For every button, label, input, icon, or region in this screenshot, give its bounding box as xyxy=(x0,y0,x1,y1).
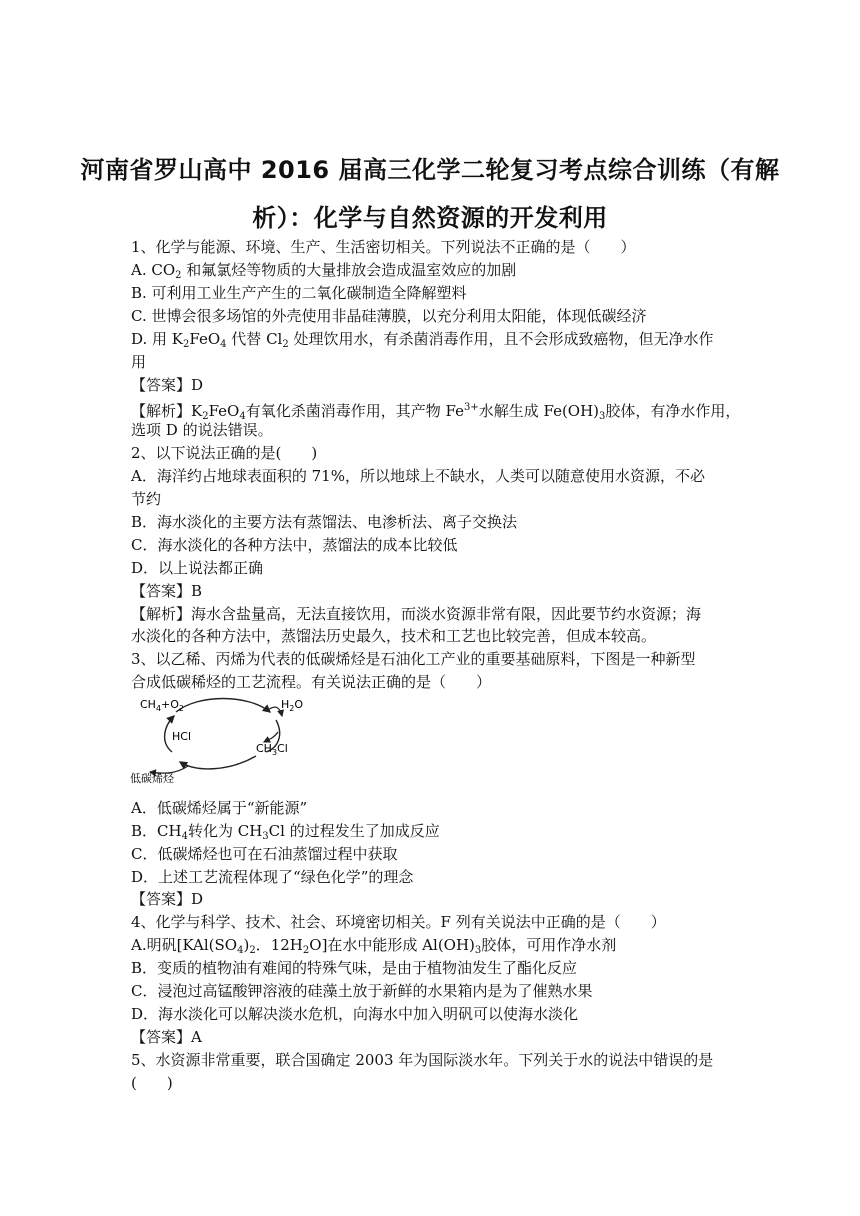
q3-option-a: A．低碳烯烃属于“新能源” xyxy=(131,799,308,817)
q3-stem: 3、以乙稀、丙烯为代表的低碳烯烃是石油化工产业的重要基础原料，下图是一种新型 xyxy=(131,650,696,668)
q5-stem-continued: ( ) xyxy=(131,1074,173,1092)
q2-explanation-continued: 水淡化的各种方法中，蒸馏法历史最久，技术和工艺也比较完善，但成本较高。 xyxy=(131,627,657,645)
q3-stem-continued: 合成低碳稀烃的工艺流程。有关说法正确的是（ ） xyxy=(131,673,492,691)
q2-option-b: B．海水淡化的主要方法有蒸馏法、电渗析法、离子交换法 xyxy=(131,513,518,531)
q3-option-d: D．上述工艺流程体现了“绿色化学”的理念 xyxy=(131,868,414,886)
cycle-top-arc xyxy=(176,699,270,713)
q2-answer: 【答案】B xyxy=(131,582,203,600)
low-carbon-olefin-label: 低碳烯烃 xyxy=(130,772,174,785)
q4-option-d: D．海水淡化可以解决淡水危机，向海水中加入明矾可以使海水淡化 xyxy=(131,1005,579,1023)
q1-explanation-continued: 选项 D 的说法错误。 xyxy=(131,421,273,439)
q2-option-d: D．以上说法都正确 xyxy=(131,559,264,577)
q4-option-a: A.明矾[$KAl(SO_4)_2$．$12H_2O$]在水中能形成 $Al(OH)_3$胶体，可用作净水剂 xyxy=(131,936,617,956)
q2-option-a: A．海洋约占地球表面积的 71%，所以地球上不缺水，人类可以随意使用水资源，不必 xyxy=(131,467,705,485)
q3-answer: 【答案】D xyxy=(131,890,204,908)
q1-option-b: B. 可利用工业生产产生的二氧化碳制造全降解塑料 xyxy=(131,284,467,302)
q2-stem: 2、以下说法正确的是( ) xyxy=(131,444,318,462)
ch3cl-label: $CH_3Cl$ xyxy=(256,742,288,757)
q4-stem: 4、化学与科学、技术、社会、环境密切相关。F 列有关说法中正确的是（ ） xyxy=(131,913,666,931)
q1-option-a: A. $CO_2$ 和氟氯烃等物质的大量排放会造成温室效应的加剧 xyxy=(131,261,517,281)
q1-stem: 1、化学与能源、环境、生产、生活密切相关。下列说法不正确的是（ ） xyxy=(131,238,636,256)
q2-option-a-continued: 节约 xyxy=(131,490,162,508)
ch4-o2-label: $CH_4+O_2$ xyxy=(140,698,185,713)
q3-option-b: B．$CH_4$转化为 $CH_3Cl$ 的过程发生了加成反应 xyxy=(131,822,440,842)
q3-option-c: C．低碳烯烃也可在石油蒸馏过程中获取 xyxy=(131,845,398,863)
q1-option-d-continued: 用 xyxy=(131,353,147,371)
q4-option-b: B．变质的植物油有难闻的特殊气味，是由于植物油发生了酯化反应 xyxy=(131,959,578,977)
cycle-bottom-arc xyxy=(180,756,256,769)
q5-stem: 5、水资源非常重要，联合国确定 2003 年为国际淡水年。下列关于水的说法中错误的是 xyxy=(131,1051,714,1069)
q1-option-c: C. 世博会很多场馆的外壳使用非晶硅薄膜，以充分利用太阳能，体现低碳经济 xyxy=(131,307,647,325)
ch3cl-arrow xyxy=(264,732,278,742)
q1-answer: 【答案】D xyxy=(131,376,204,394)
hcl-label: HCl xyxy=(172,730,192,743)
q4-answer: 【答案】A xyxy=(131,1028,202,1046)
process-flow-diagram xyxy=(128,690,328,790)
q4-option-c: C．浸泡过高锰酸钾溶液的硅藻土放于新鲜的水果箱内是为了催熟水果 xyxy=(131,982,593,1000)
h2o-label: $H_2O$ xyxy=(281,698,304,713)
q1-option-d: D. 用 $K_2FeO_4$ 代替 $Cl_2$ 处理饮用水，有杀菌消毒作用，且不会形成致癌物，但无净水作 xyxy=(131,330,714,350)
page-title-line-1: 河南省罗山高中 2016 届高三化学二轮复习考点综合训练（有解 xyxy=(80,156,780,184)
q2-explanation: 【解析】海水含盐量高，无法直接饮用，而淡水资源非常有限，因此要节约水资源；海 xyxy=(131,605,702,623)
page-title-line-2: 析）：化学与自然资源的开发利用 xyxy=(252,204,608,232)
q1-explanation: 【解析】$K_2FeO_4$有氧化杀菌消毒作用，其产物 $Fe^{3+}$水解生成 $Fe(OH)_3$胶体，有净水作用， xyxy=(131,402,741,422)
q2-option-c: C．海水淡化的各种方法中，蒸馏法的成本比较低 xyxy=(131,536,458,554)
